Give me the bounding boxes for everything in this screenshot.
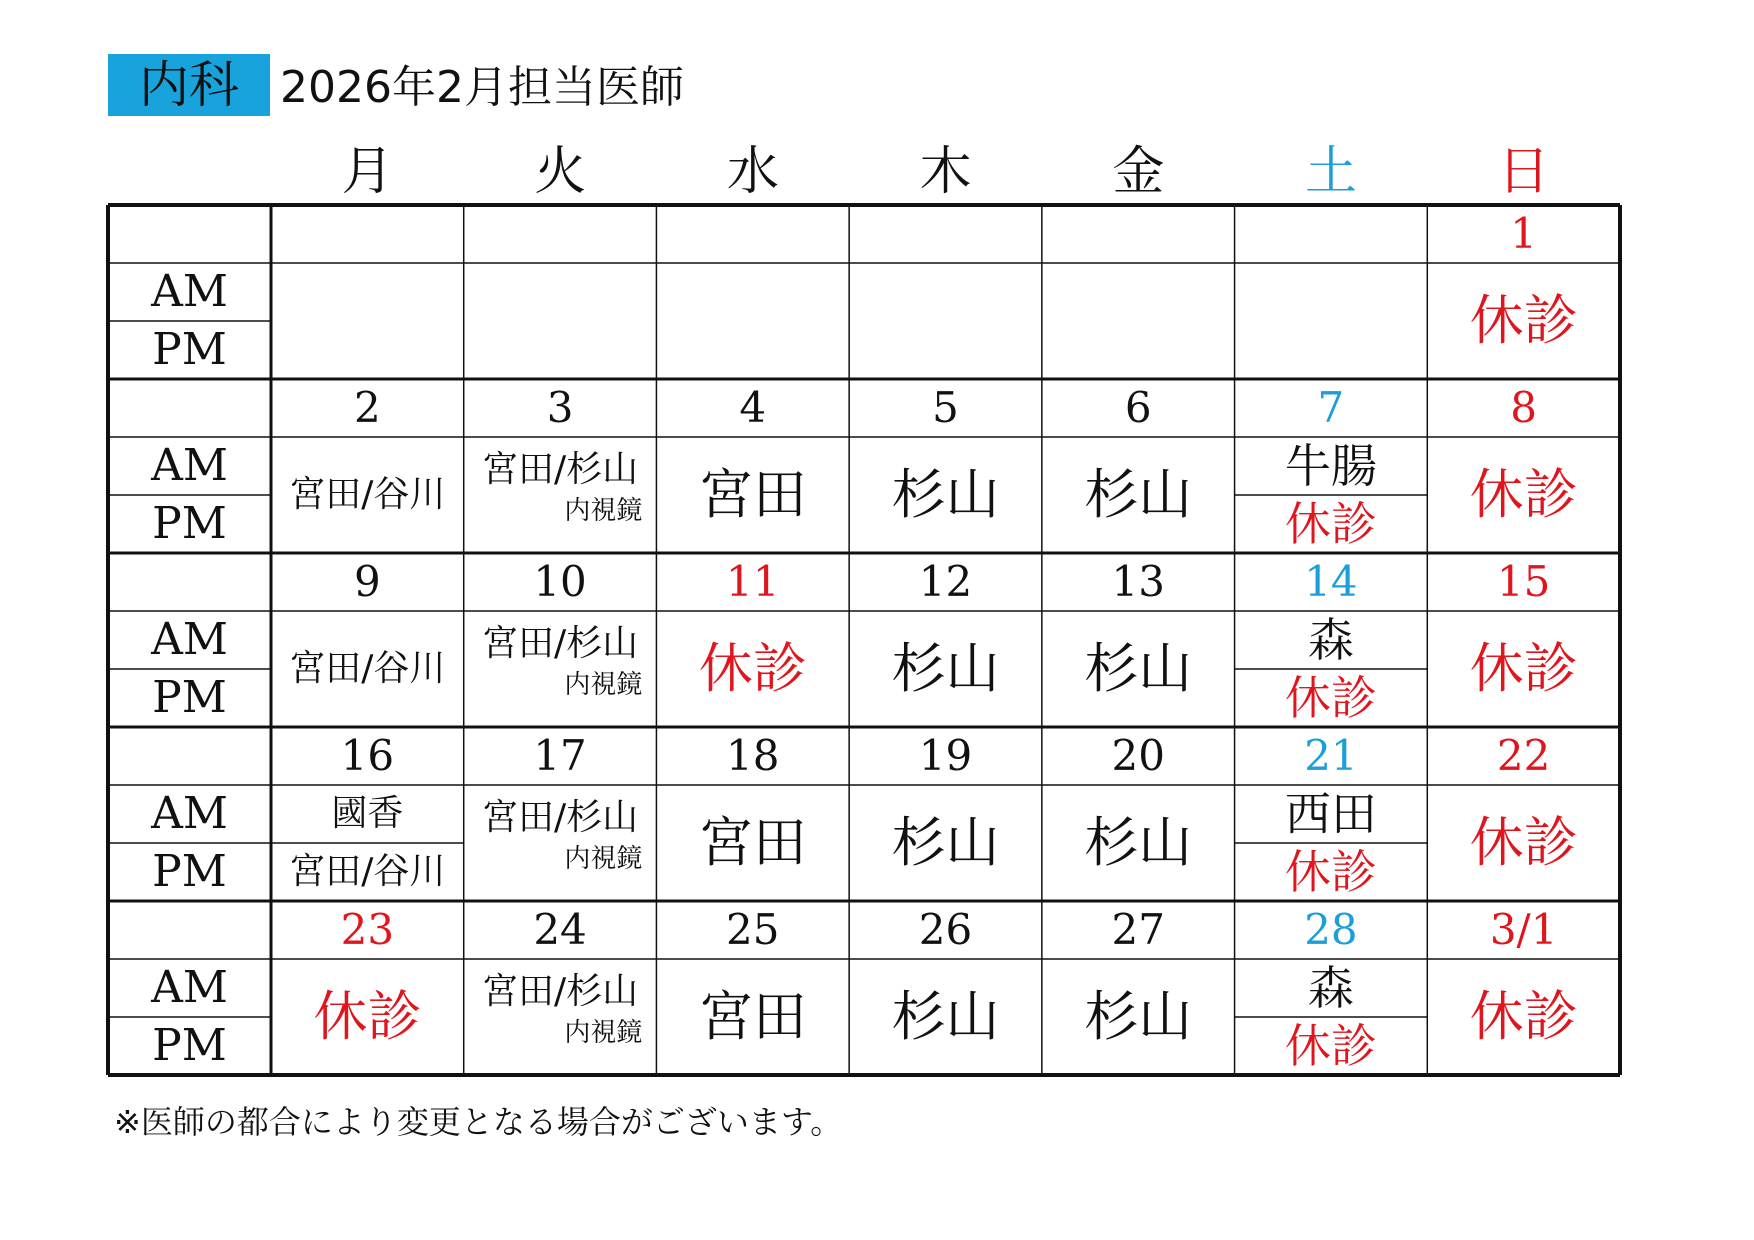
schedule-entry: 休診 — [1469, 289, 1578, 352]
pm-label: PM — [152, 846, 227, 897]
date-number: 11 — [726, 557, 780, 606]
footnote: ※医師の都合により変更となる場合がございます。 — [114, 1103, 843, 1141]
am-label: AM — [151, 962, 228, 1013]
schedule-note: 内視鏡 — [564, 670, 643, 700]
date-number: 3 — [546, 383, 574, 432]
schedule-entry: 休診 — [313, 985, 422, 1048]
pm-label: PM — [152, 672, 227, 723]
pm-entry: 宮田/谷川 — [289, 851, 446, 892]
date-number: 16 — [340, 731, 395, 780]
date-number: 8 — [1510, 383, 1537, 432]
schedule-entry: 休診 — [1469, 985, 1578, 1048]
pm-label: PM — [152, 324, 227, 375]
date-number: 27 — [1111, 905, 1165, 954]
date-number: 1 — [1510, 209, 1537, 258]
weekday-label: 水 — [726, 142, 779, 202]
date-number: 15 — [1496, 557, 1551, 606]
schedule-note: 内視鏡 — [564, 844, 643, 874]
date-number: 14 — [1304, 557, 1358, 606]
date-number: 18 — [726, 731, 780, 780]
date-number: 10 — [533, 557, 587, 606]
date-number: 25 — [726, 905, 780, 954]
date-number: 21 — [1304, 731, 1358, 780]
schedule-entry: 休診 — [1469, 811, 1578, 874]
weekday-label: 月 — [341, 142, 394, 202]
schedule-entry: 宮田 — [698, 463, 807, 526]
department-label: 内科 — [108, 54, 270, 116]
schedule-entry: 宮田/杉山 — [481, 623, 639, 664]
date-number: 19 — [918, 731, 973, 780]
date-number: 12 — [918, 557, 973, 606]
weekday-label: 金 — [1112, 142, 1165, 202]
date-number: 13 — [1111, 557, 1165, 606]
am-entry: 國香 — [331, 793, 404, 834]
pm-label: PM — [152, 1020, 227, 1071]
date-number: 3/1 — [1489, 905, 1558, 954]
date-number: 28 — [1304, 905, 1358, 954]
schedule-entry: 杉山 — [891, 463, 1000, 526]
pm-entry: 休診 — [1284, 497, 1377, 551]
am-label: AM — [151, 266, 228, 317]
schedule-entry: 休診 — [1469, 463, 1578, 526]
schedule-entry: 杉山 — [1084, 637, 1193, 700]
pm-entry: 休診 — [1284, 1019, 1377, 1073]
schedule-entry: 宮田/谷川 — [289, 474, 446, 515]
weekday-label: 土 — [1305, 142, 1358, 202]
date-number: 2 — [353, 383, 381, 432]
am-label: AM — [151, 614, 228, 665]
schedule-entry: 宮田/杉山 — [481, 449, 639, 490]
schedule-entry: 杉山 — [891, 637, 1000, 700]
am-entry: 森 — [1307, 613, 1354, 667]
page-title: 2026年2月担当医師 — [280, 62, 684, 113]
schedule-entry: 杉山 — [891, 985, 1000, 1048]
pm-entry: 休診 — [1284, 671, 1377, 725]
weekday-label: 火 — [534, 142, 587, 202]
am-label: AM — [151, 440, 228, 491]
schedule-entry: 宮田/谷川 — [289, 648, 446, 689]
am-entry: 西田 — [1284, 787, 1377, 841]
schedule-entry: 杉山 — [1084, 985, 1193, 1048]
date-number: 22 — [1496, 731, 1551, 780]
schedule-entry: 宮田 — [698, 811, 807, 874]
date-number: 9 — [353, 557, 381, 606]
date-number: 5 — [932, 383, 959, 432]
schedule-entry: 休診 — [698, 637, 807, 700]
weekday-label: 日 — [1497, 142, 1550, 202]
schedule-entry: 杉山 — [891, 811, 1000, 874]
schedule-note: 内視鏡 — [564, 1018, 643, 1048]
schedule-entry: 宮田 — [698, 985, 807, 1048]
schedule-entry: 宮田/杉山 — [481, 971, 639, 1012]
am-entry: 牛腸 — [1284, 439, 1377, 493]
pm-entry: 休診 — [1284, 845, 1377, 899]
date-number: 23 — [340, 905, 395, 954]
schedule-entry: 休診 — [1469, 637, 1578, 700]
date-number: 24 — [533, 905, 587, 954]
date-number: 4 — [739, 383, 767, 432]
weekday-label: 木 — [919, 142, 972, 202]
schedule-entry: 杉山 — [1084, 811, 1193, 874]
pm-label: PM — [152, 498, 227, 549]
date-number: 17 — [533, 731, 587, 780]
date-number: 26 — [918, 905, 973, 954]
date-number: 7 — [1317, 383, 1345, 432]
schedule-entry: 杉山 — [1084, 463, 1193, 526]
date-number: 20 — [1111, 731, 1165, 780]
am-label: AM — [151, 788, 228, 839]
schedule-entry: 宮田/杉山 — [481, 797, 639, 838]
date-number: 6 — [1124, 383, 1152, 432]
schedule-note: 内視鏡 — [564, 496, 643, 526]
am-entry: 森 — [1307, 961, 1354, 1015]
